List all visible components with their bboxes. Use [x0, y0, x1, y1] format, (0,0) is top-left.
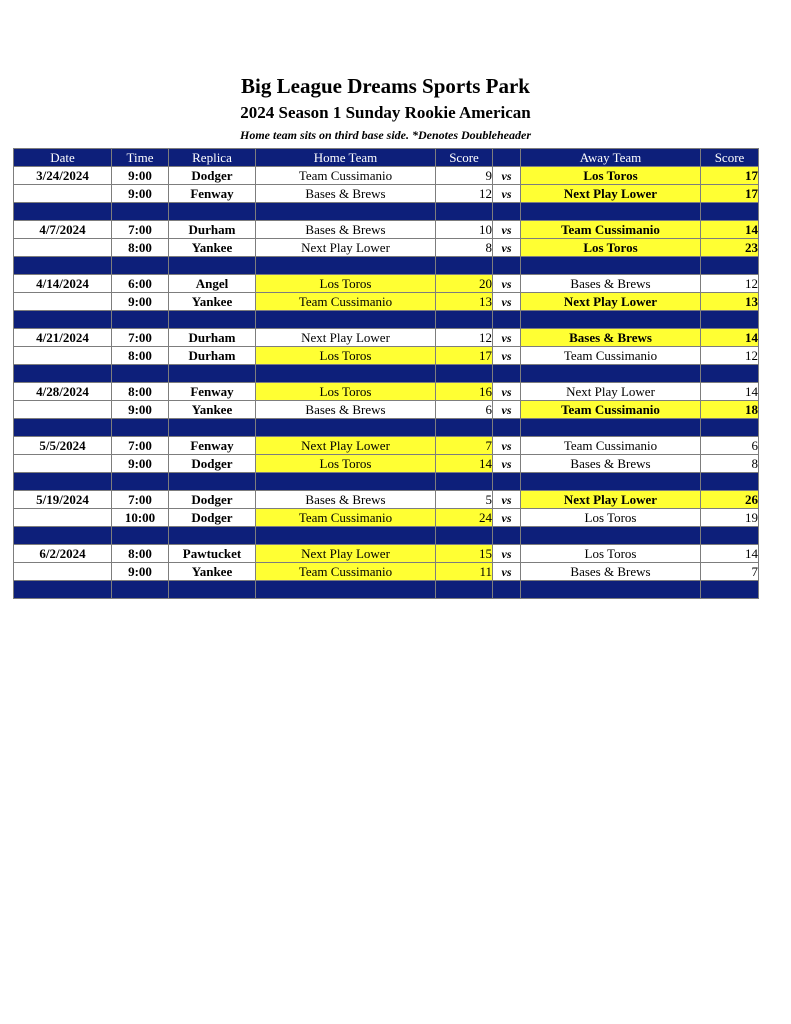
vs-label: vs [493, 491, 521, 509]
away-team: Team Cussimanio [521, 437, 701, 455]
vs-label: vs [493, 509, 521, 527]
col-header-vs [493, 149, 521, 167]
game-row [14, 239, 759, 257]
game-date [14, 293, 112, 311]
game-date: 3/24/2024 [14, 167, 112, 185]
away-score: 12 [701, 347, 759, 365]
week-separator [14, 365, 759, 383]
home-team: Next Play Lower [256, 545, 436, 563]
game-date [14, 455, 112, 473]
schedule-body [14, 167, 759, 599]
game-time: 9:00 [112, 455, 169, 473]
away-score: 14 [701, 329, 759, 347]
col-header-home-score: Score [436, 149, 493, 167]
away-score: 12 [701, 275, 759, 293]
home-score: 7 [436, 437, 493, 455]
away-score: 6 [701, 437, 759, 455]
home-score: 24 [436, 509, 493, 527]
game-row [14, 221, 759, 239]
game-date: 5/5/2024 [14, 437, 112, 455]
away-team: Bases & Brews [521, 275, 701, 293]
game-replica: Yankee [169, 401, 256, 419]
game-time: 9:00 [112, 185, 169, 203]
away-score: 8 [701, 455, 759, 473]
game-time: 8:00 [112, 383, 169, 401]
away-score: 13 [701, 293, 759, 311]
away-score: 18 [701, 401, 759, 419]
game-date [14, 401, 112, 419]
home-score: 16 [436, 383, 493, 401]
game-time: 10:00 [112, 509, 169, 527]
home-score: 11 [436, 563, 493, 581]
game-time: 7:00 [112, 491, 169, 509]
home-team: Bases & Brews [256, 491, 436, 509]
home-team: Los Toros [256, 383, 436, 401]
game-time: 9:00 [112, 167, 169, 185]
game-time: 8:00 [112, 239, 169, 257]
game-row [14, 329, 759, 347]
home-team: Team Cussimanio [256, 563, 436, 581]
home-score: 8 [436, 239, 493, 257]
game-replica: Fenway [169, 185, 256, 203]
page-note: Home team sits on third base side. *Denotes Doubleheader [240, 128, 531, 142]
page-title: Big League Dreams Sports Park [241, 74, 530, 98]
game-replica: Angel [169, 275, 256, 293]
away-team: Team Cussimanio [521, 347, 701, 365]
game-row [14, 383, 759, 401]
game-replica: Yankee [169, 239, 256, 257]
header-row [14, 149, 759, 167]
vs-label: vs [493, 437, 521, 455]
schedule-table [13, 148, 759, 599]
home-team: Team Cussimanio [256, 509, 436, 527]
col-header-away-team: Away Team [521, 149, 701, 167]
game-replica: Durham [169, 221, 256, 239]
game-time: 6:00 [112, 275, 169, 293]
away-score: 14 [701, 221, 759, 239]
home-team: Los Toros [256, 347, 436, 365]
game-time: 8:00 [112, 545, 169, 563]
game-time: 9:00 [112, 293, 169, 311]
game-replica: Dodger [169, 455, 256, 473]
game-date: 6/2/2024 [14, 545, 112, 563]
home-team: Los Toros [256, 455, 436, 473]
game-date: 4/14/2024 [14, 275, 112, 293]
game-time: 7:00 [112, 437, 169, 455]
vs-label: vs [493, 185, 521, 203]
home-team: Next Play Lower [256, 437, 436, 455]
game-date: 4/21/2024 [14, 329, 112, 347]
away-team: Next Play Lower [521, 491, 701, 509]
away-score: 14 [701, 545, 759, 563]
vs-label: vs [493, 275, 521, 293]
away-score: 23 [701, 239, 759, 257]
vs-label: vs [493, 545, 521, 563]
game-row [14, 437, 759, 455]
game-date: 4/7/2024 [14, 221, 112, 239]
away-score: 17 [701, 185, 759, 203]
home-team: Team Cussimanio [256, 167, 436, 185]
vs-label: vs [493, 347, 521, 365]
game-row [14, 545, 759, 563]
col-header-home-team: Home Team [256, 149, 436, 167]
home-team: Bases & Brews [256, 401, 436, 419]
col-header-date: Date [14, 149, 112, 167]
game-row [14, 185, 759, 203]
home-score: 15 [436, 545, 493, 563]
game-date: 4/28/2024 [14, 383, 112, 401]
vs-label: vs [493, 563, 521, 581]
home-team: Los Toros [256, 275, 436, 293]
week-separator [14, 581, 759, 599]
vs-label: vs [493, 221, 521, 239]
game-replica: Dodger [169, 509, 256, 527]
vs-label: vs [493, 293, 521, 311]
page-subtitle: 2024 Season 1 Sunday Rookie American [240, 103, 531, 122]
away-team: Team Cussimanio [521, 221, 701, 239]
week-separator [14, 473, 759, 491]
game-replica: Yankee [169, 563, 256, 581]
col-header-away-score: Score [701, 149, 759, 167]
home-team: Bases & Brews [256, 221, 436, 239]
col-header-time: Time [112, 149, 169, 167]
home-score: 5 [436, 491, 493, 509]
home-team: Bases & Brews [256, 185, 436, 203]
home-score: 10 [436, 221, 493, 239]
home-score: 20 [436, 275, 493, 293]
away-score: 7 [701, 563, 759, 581]
vs-label: vs [493, 167, 521, 185]
game-date [14, 563, 112, 581]
game-replica: Yankee [169, 293, 256, 311]
vs-label: vs [493, 239, 521, 257]
game-replica: Pawtucket [169, 545, 256, 563]
game-time: 7:00 [112, 329, 169, 347]
away-score: 17 [701, 167, 759, 185]
game-row [14, 509, 759, 527]
game-replica: Durham [169, 347, 256, 365]
game-date: 5/19/2024 [14, 491, 112, 509]
vs-label: vs [493, 383, 521, 401]
vs-label: vs [493, 455, 521, 473]
home-score: 14 [436, 455, 493, 473]
away-team: Next Play Lower [521, 383, 701, 401]
week-separator [14, 311, 759, 329]
game-row [14, 167, 759, 185]
away-team: Bases & Brews [521, 455, 701, 473]
away-score: 14 [701, 383, 759, 401]
home-score: 13 [436, 293, 493, 311]
home-team: Team Cussimanio [256, 293, 436, 311]
away-score: 19 [701, 509, 759, 527]
game-row [14, 293, 759, 311]
game-replica: Fenway [169, 383, 256, 401]
away-team: Next Play Lower [521, 293, 701, 311]
away-team: Los Toros [521, 545, 701, 563]
game-time: 7:00 [112, 221, 169, 239]
game-replica: Durham [169, 329, 256, 347]
away-score: 26 [701, 491, 759, 509]
game-time: 9:00 [112, 563, 169, 581]
home-score: 12 [436, 329, 493, 347]
game-row [14, 563, 759, 581]
vs-label: vs [493, 329, 521, 347]
game-date [14, 239, 112, 257]
away-team: Next Play Lower [521, 185, 701, 203]
game-time: 8:00 [112, 347, 169, 365]
away-team: Team Cussimanio [521, 401, 701, 419]
away-team: Los Toros [521, 167, 701, 185]
away-team: Los Toros [521, 239, 701, 257]
away-team: Bases & Brews [521, 329, 701, 347]
game-row [14, 347, 759, 365]
game-date [14, 185, 112, 203]
game-row [14, 401, 759, 419]
week-separator [14, 257, 759, 275]
vs-label: vs [493, 401, 521, 419]
game-replica: Fenway [169, 437, 256, 455]
away-team: Bases & Brews [521, 563, 701, 581]
home-score: 12 [436, 185, 493, 203]
game-replica: Dodger [169, 167, 256, 185]
home-team: Next Play Lower [256, 239, 436, 257]
away-team: Los Toros [521, 509, 701, 527]
game-time: 9:00 [112, 401, 169, 419]
game-date [14, 347, 112, 365]
home-score: 9 [436, 167, 493, 185]
week-separator [14, 419, 759, 437]
game-date [14, 509, 112, 527]
week-separator [14, 527, 759, 545]
home-score: 17 [436, 347, 493, 365]
game-row [14, 275, 759, 293]
game-row [14, 491, 759, 509]
home-score: 6 [436, 401, 493, 419]
week-separator [14, 203, 759, 221]
home-team: Next Play Lower [256, 329, 436, 347]
game-row [14, 455, 759, 473]
game-replica: Dodger [169, 491, 256, 509]
col-header-replica: Replica [169, 149, 256, 167]
